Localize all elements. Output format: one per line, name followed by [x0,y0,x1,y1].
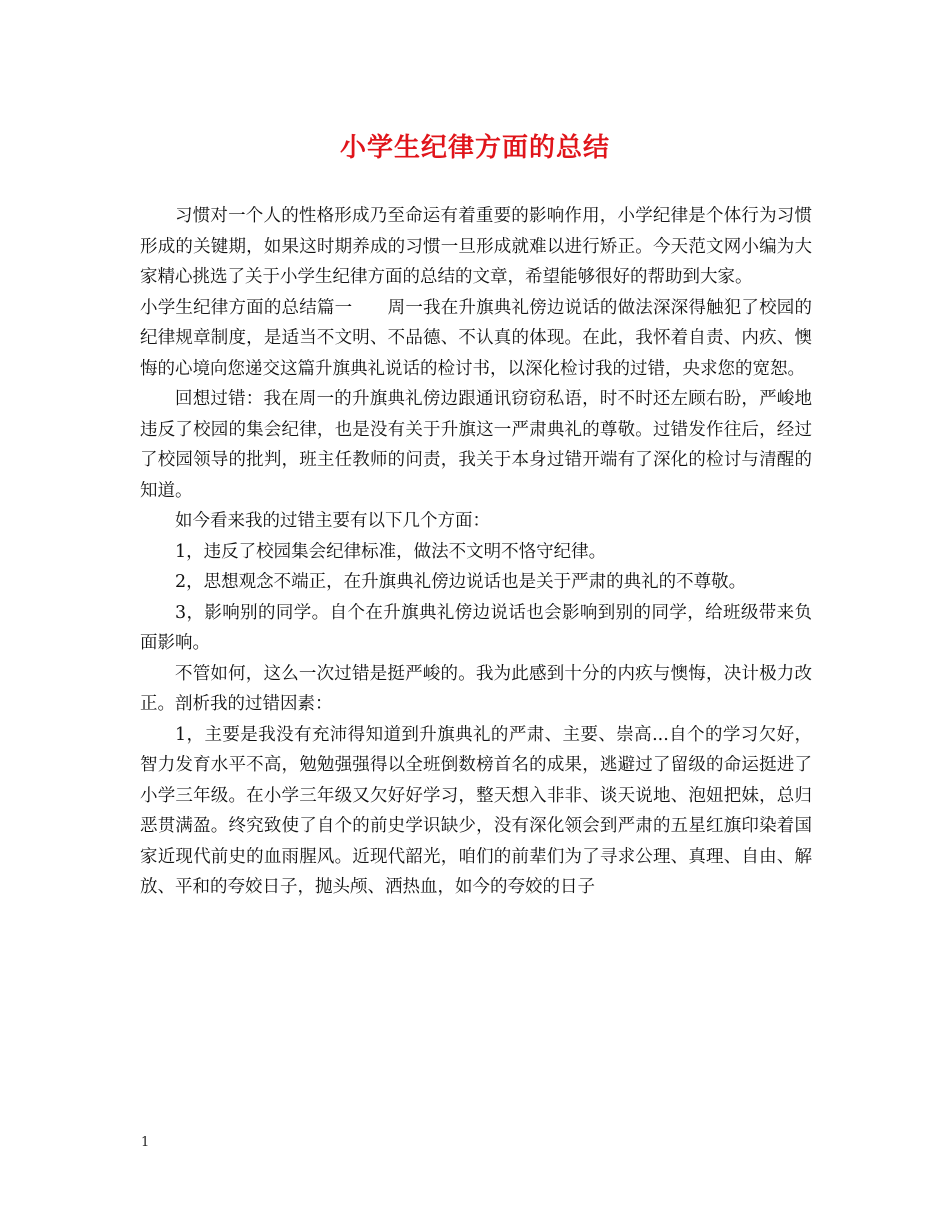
document-title: 小学生纪律方面的总结 [339,133,610,163]
document-body [140,201,812,903]
paragraph-intro: 习惯对一个人的性格形成乃至命运有着重要的影响作用，小学纪律是个体行为习惯形成的关键期，如果这时期养成的习惯一旦形成就难以进行矫正。今天范文网小编为大家精心挑选了关于小学生纪律方面的总结的文章，希望能够很好的帮助到大家。 [140,206,812,287]
list-item-aspect-2: 2，思想观念不端正，在升旗典礼傍边说话也是关于严肃的典礼的不尊敬。 [175,572,747,592]
paragraph-aspects-intro: 如今看来我的过错主要有以下几个方面： [175,511,490,531]
list-item-aspect-3: 3，影响别的同学。自个在升旗典礼傍边说话也会影响到别的同学，给班级带来负面影响。 [140,602,812,653]
paragraph-reflection: 回想过错：我在周一的升旗典礼傍边跟通讯窃窃私语，时不时还左顾右盼，严峻地违反了校园的集会纪律，也是没有关于升旗这一严肃典礼的尊敬。过错发作往后，经过了校园领导的批判，班主任教师的问责，我关于本身过错开端有了深化的检讨与清醒的知道。 [140,389,812,501]
page-number: 1 [141,1135,150,1150]
list-item-aspect-1: 1，违反了校园集会纪律标准，做法不文明不恪守纪律。 [175,541,607,562]
list-item-cause-1: 1，主要是我没有充沛得知道到升旗典礼的严肃、主要、崇高...自个的学习欠好，智力发育水平不高，勉勉强强得以全班倒数榜首名的成果，逃避过了留级的命运挺进了小学三年级。在小学三年级又欠好好学习，整天想入非非、谈天说地、泡妞把妹，总归恶贯满盈。终究致使了自个的前史学识缺少，没有深化领会到严肃的五星红旗印染着国家近现代前史的血雨腥风。近现代韶光，咱们的前辈们为了寻求公理、真理、自由、解放、平和的夸姣日子，抛头颅、洒热血，如今的夸姣的日子 [140,724,812,897]
paragraph-section-one: 小学生纪律方面的总结篇一 周一我在升旗典礼傍边说话的做法深深得触犯了校园的纪律规章制度，是适当不文明、不品德、不认真的体现。在此，我怀着自责、内疚、懊悔的心境向您递交这篇升旗典礼说话的检讨书，以深化检讨我的过错，央求您的宽恕。 [140,297,812,379]
paragraph-resolution: 不管如何，这么一次过错是挺严峻的。我为此感到十分的内疚与懊悔，决计极力改正。剖析我的过错因素： [140,663,812,714]
